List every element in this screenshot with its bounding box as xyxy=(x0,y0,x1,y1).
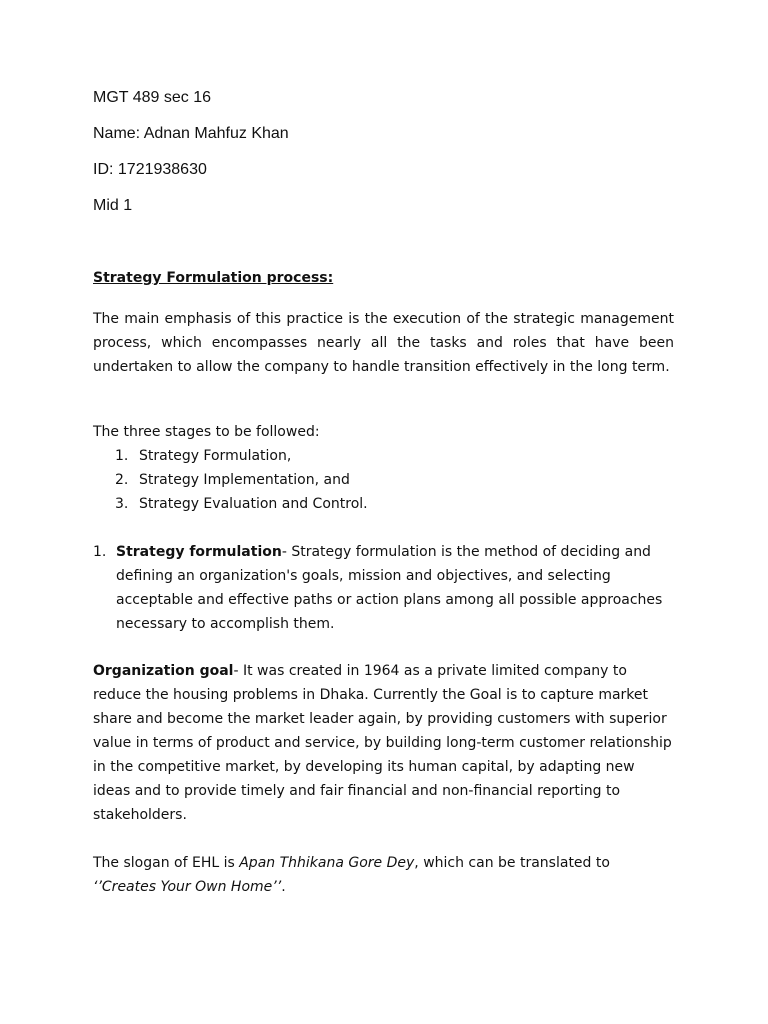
student-name: Name: Adnan Mahfuz Khan xyxy=(93,125,289,142)
intro-paragraph: The main emphasis of this practice is the execution of the strategic management process, which encompasses nearly all the tasks and roles that have been undertaken to allow the company to handle transition effectively in the long term. xyxy=(93,311,674,375)
slogan-lead: The slogan of EHL is xyxy=(93,855,240,871)
list-item-number: 1. xyxy=(115,448,129,464)
student-id: ID: 1721938630 xyxy=(93,161,207,178)
stages-lead: The three stages to be followed: xyxy=(93,424,320,440)
slogan-open-quote: ‘’ xyxy=(93,879,102,895)
course-code: MGT 489 sec 16 xyxy=(93,89,211,106)
list-item xyxy=(115,492,368,516)
formulation-number: 1. xyxy=(93,544,107,560)
list-item xyxy=(115,444,368,468)
formulation-definition: - Strategy formulation is the method of deciding and defining an organization's goals, mission and objectives, and selecting acceptable and effective paths or action plans among all possible approaches necessary to accomplish them. xyxy=(116,544,663,632)
list-item-label: Strategy Evaluation and Control. xyxy=(139,496,368,512)
section-heading xyxy=(93,266,674,290)
section-heading-text: Strategy Formulation process: xyxy=(93,270,334,286)
slogan-text: Apan Thhikana Gore Dey xyxy=(239,855,415,871)
exam-label: Mid 1 xyxy=(93,197,133,214)
slogan-middle: , which can be translated to xyxy=(414,855,610,871)
stages-list xyxy=(115,444,368,516)
slogan-paragraph xyxy=(93,851,674,899)
formulation-term: Strategy formulation xyxy=(116,544,282,560)
list-item xyxy=(115,468,368,492)
list-item-number: 3. xyxy=(115,496,129,512)
list-item-label: Strategy Formulation, xyxy=(139,448,292,464)
formulation-text xyxy=(116,540,674,636)
slogan-translation: Creates Your Own Home xyxy=(101,879,273,895)
slogan-close-quote: ’’ xyxy=(272,879,282,895)
list-item-label: Strategy Implementation, and xyxy=(139,472,350,488)
list-item-number: 2. xyxy=(115,472,129,488)
slogan-end: . xyxy=(281,879,286,895)
org-goal-paragraph xyxy=(93,659,674,827)
org-goal-text: - It was created in 1964 as a private limited company to reduce the housing problems in Dhaka. Currently the Goal is to capture market share and become the market leader again, by providing customers with superior value in terms of product and service, by building long-term customer relationship in the competitive market, by developing its human capital, by adapting new ideas and to provide timely and fair financial and non-financial reporting to stakeholders. xyxy=(93,663,672,823)
org-goal-term: Organization goal xyxy=(93,663,234,679)
formulation-item xyxy=(93,540,674,636)
